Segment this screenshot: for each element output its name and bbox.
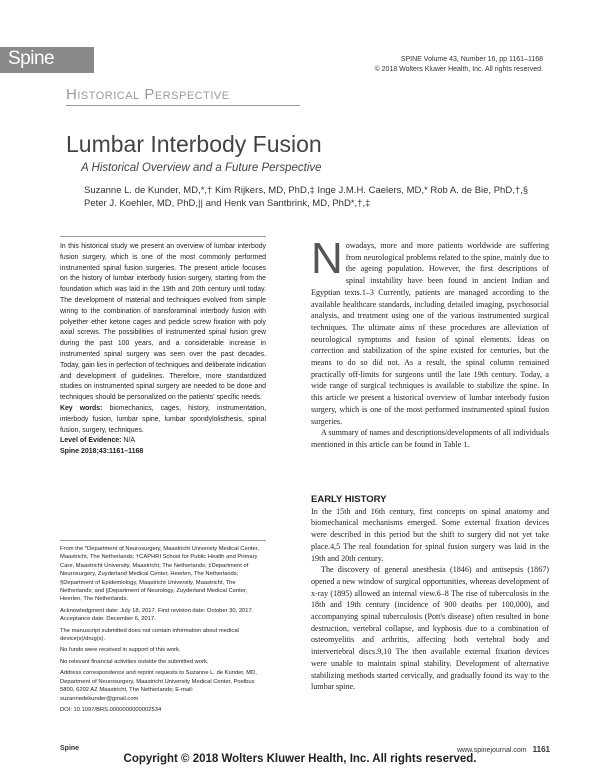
author-list [84,184,554,210]
early-paragraph-1: In the 15th and 16th century, first concepts on spinal anatomy and biomechanical mechanisms emerged. Some external fixation devices were described in this period but the shift to surgery did not yet take place.4,5 The real foundation for spinal fusion surgery was laid in the 19th and 20th century. [311,506,549,563]
publisher-line: © 2018 Wolters Kluwer Health, Inc. All rights reserved. [374,66,543,73]
device-statement: The manuscript submitted does not contain information about medical device(s)/drug(s). [60,627,239,643]
financial-statement: No relevant financial activities outside the submitted work. [60,658,209,665]
affiliations: From the *Department of Neurosurgery, Maastricht University Medical Center, Maastricht, The Netherlands; †CAPHRI School for Public Health and Primary Care, Maastricht University, Maastricht, The Netherlands; ‡Department of Neurosurgery, Zuyderland Medical Center, Heerlen, The Netherlands; §Department of Epidemiology, Maastricht University, Maastricht, The Netherlands; and ||Department of Neurology, Zuyderland Medical Center, Heerlen, The Netherlands. [60,546,259,603]
level-of-evidence [60,436,266,447]
keywords-label: Key words: [60,404,103,412]
section-heading: EARLY HISTORY [311,494,387,505]
journal-logo: Spine [8,48,55,69]
body-intro [311,234,549,451]
intro-p1-text: owadays, more and more patients worldwide are suffering from neurological problems related to the spine, mainly due to the ageing population. However, the first descriptions of spinal instability have been found in ancient Indian and Egyptian texts.1–3 Currently, patients are managed according to the available healthcare standards, including detailed imaging, psychosocial analysis, and treatment using one of the various instrumented surgical techniques. The ultimate aims of these procedures are alleviation of neurological symptoms and fusion of spinal elements. Ideas on correction and stabilization of the spine existed for centuries, but the means to do so did not. As a result, the spinal column remained practically off-limits for surgeons until the late 19th century. Today, a wide range of surgical techniques is available to stabilize the spine. In this article we present a historical overview of lumbar interbody fusion surgery, which is one of the most performed instrumented spinal fusion surgeries. [311,241,549,426]
article-title: Lumbar Interbody Fusion [66,131,322,157]
abstract-text: In this historical study we present an overview of lumbar interbody fusion surgery, which is one of the most commonly performed instrumented spinal fusion surgeries. The present article focuses on the history of lumbar interbody fusion surgery, starting from the foundation which was laid in the 19th and 20th century until today. The development of material and techniques evolved from simple wiring to the combination of transforaminal interbody fusion with polyether ether ketone cages and pedicle screw fixation with poly axial screws. The possibilities of instrumented spinal fusion grew during the past 100 years, and a considerable increase in instrumented spinal surgery was seen over the past decades. Today, gain lies in perfection of techniques and deliberate indication and development of guidelines. Therefore, more standardized studies on instrumented spinal surgery are needed to be done and techniques should be personalized on the patients' specific needs. [60,243,266,402]
authors-line-2: Peter J. Koehler, MD, PhD,|| and Henk van Santbrink, MD, PhD*,†,‡ [84,198,371,209]
early-paragraph-2: The discovery of general anesthesia (1846) and antisepsis (1867) opened a new window of surgical opportunities, whereas development of x-ray (1895) allowed an internal view.6–8 The rise of tuberculosis in the 18th and 19th century (incidence of 900 deaths per 100,000), and accompanying spinal tuberculosis (Pott's disease) often resulted in bone destruction, vertebral collapse, and kyphosis due to a combination of osteomyelitis and arthritis, affecting both vertebral body and intervertebral discs.9,10 The then available external fixation devices were unable to maintain spinal stability. Development of alternative stabilizing methods started cervically, and gradually found its way to the lumbar spine. [311,565,549,692]
loe-label: Level of Evidence: [60,437,122,445]
footer-journal: Spine [60,745,80,752]
funds-statement: No funds were received in support of this work. [60,647,181,654]
footnotes [60,545,266,717]
authors-line-1: Suzanne L. de Kunder, MD,*,† Kim Rijkers, MD, PhD,‡ Inge J.M.H. Caelers, MD,* Rob A. de Bie, PhD,†,§ [84,185,529,196]
loe-value: N/A [123,437,136,445]
drop-cap: N [311,234,343,283]
intro-paragraph-1 [311,234,549,427]
page-number: 1161 [532,745,550,754]
journal-volume-line: SPINE Volume 43, Number 16, pp 1161–1168 [400,56,543,63]
dates: Acknowledgment date: July 18, 2017. First revision date: October 30, 2017. Acceptance date: December 6, 2017. [60,607,254,623]
keywords [60,404,266,436]
journal-url: www.spinejournal.com [456,747,527,754]
citation: Spine 2018;43:1161–1168 [60,447,144,455]
body-early-history [311,494,549,693]
doi: DOI: 10.1097/BRS.0000000000002534 [60,706,162,713]
keywords-value: biomechanics, cages, history, instrumentation, interbody fusion, lumbar spine, lumbar spondylolisthesis, spinal fusion, surgery, techniques. [60,404,266,434]
intro-paragraph-2: A summary of names and descriptions/developments of all individuals mentioned in this article can be found in Table 1. [311,428,549,449]
journal-info [375,55,543,75]
article-subtitle: A Historical Overview and a Future Perspective [81,162,322,174]
footnote-divider [60,540,266,541]
abstract [60,242,266,457]
copyright-banner: Copyright © 2018 Wolters Kluwer Health, Inc. All rights reserved. [123,753,477,765]
abstract-divider [60,236,266,237]
correspondence: Address correspondence and reprint requests to Suzanne L. de Kunder, MD, Department of Neurosurgery, Maastricht University Medical Center, Postbus 5800, 6202 AZ Maastricht, The Netherlands; E-mail: suzannedekunder@gmail.com [60,670,257,702]
section-label: Historical Perspective [66,86,300,106]
